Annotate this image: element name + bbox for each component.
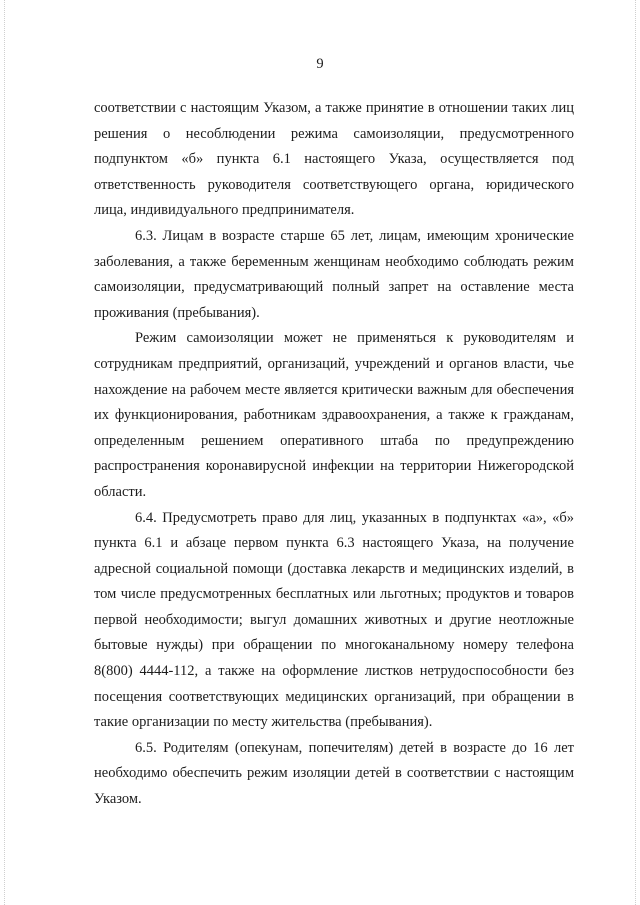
page-number: 9 [316,56,324,72]
paragraph-6-4: 6.4. Предусмотреть право для лиц, указанных в подпунктах «а», «б» пункта 6.1 и абзаце первом пункта 6.3 настоящего Указа, на получение адресной социальной помощи (доставка лекарств и медицинских изделий, в том числе предусмотренных бесплатных или льготных; продуктов и товаров первой необходимости; выгул домашних животных и другие неотложные бытовые нужды) при обращении по многоканальному номеру телефона 8(800) 4444-112, а также на оформление листков нетрудоспособности без посещения соответствующих медицинских организаций, при обращении в такие организации по месту жительства (пребывания). [94,509,574,731]
paragraph-continuation: соответствии с настоящим Указом, а также принятие в отношении таких лиц решения о несоблюдении режима самоизоляции, предусмотренного подпунктом «б» пункта 6.1 настоящего Указа, осуществляется под ответственность руководителя соответствующего органа, юридического лица, индивидуального предпринимателя. [94,100,574,219]
scan-edge-right [635,0,636,905]
document-body [94,96,574,813]
scan-edge-left [4,0,5,905]
paragraph-6-3: 6.3. Лицам в возрасте старше 65 лет, лицам, имеющим хронические заболевания, а также беременным женщинам необходимо соблюдать режим самоизоляции, предусматривающий полный запрет на оставление места проживания (пребывания). [94,227,574,321]
paragraph-self-isolation-exceptions: Режим самоизоляции может не применяться к руководителям и сотрудникам предприятий, организаций, учреждений и органов власти, чье нахождение на рабочем месте является критически важным для обеспечения их функционирования, работникам здравоохранения, а также к гражданам, определенным решением оперативного штаба по предупреждению распространения коронавирусной инфекции на территории Нижегородской области. [94,330,574,500]
paragraph-6-5: 6.5. Родителям (опекунам, попечителям) детей в возрасте до 16 лет необходимо обеспечить режим изоляции детей в соответствии с настоящим Указом. [94,739,574,808]
